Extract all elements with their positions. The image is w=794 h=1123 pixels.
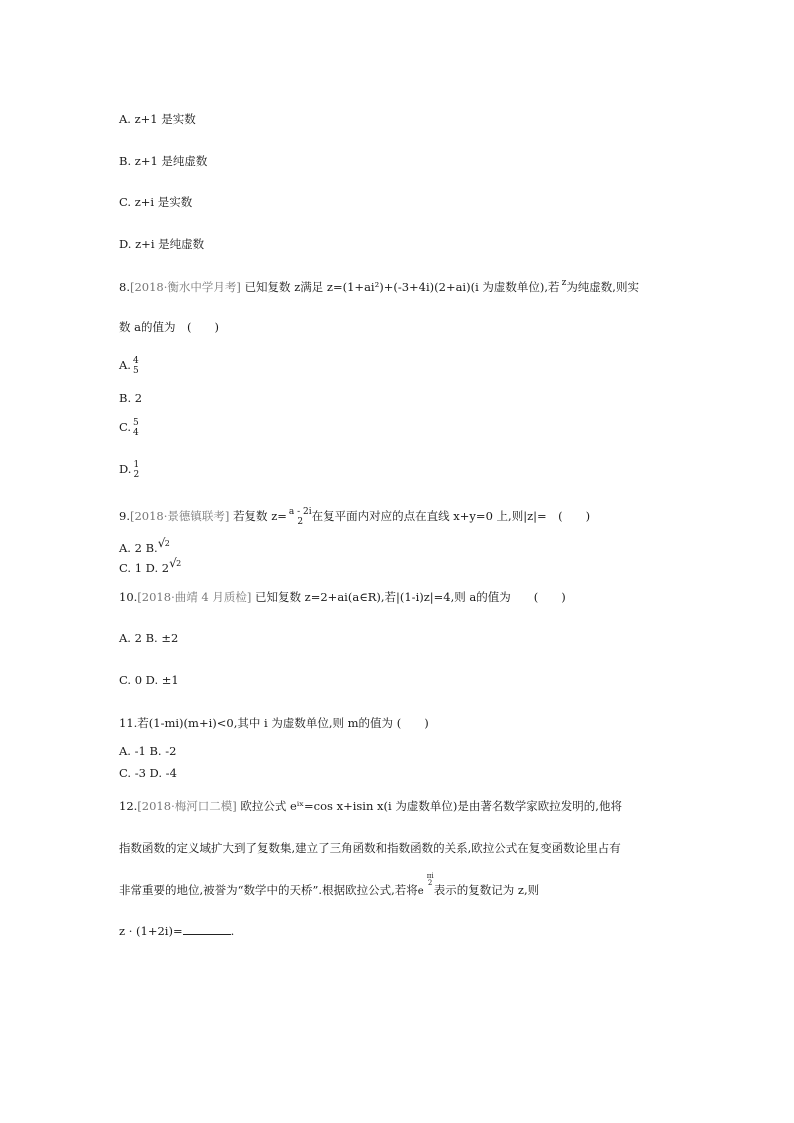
q10-stem: 10.[2018·曲靖 4 月质检] 已知复数 z=2+ai(a∈R),若|(1-i)z|=4,则 a的值为 ( ) <box>119 590 566 604</box>
q8-option-b: B. 2 <box>119 391 143 405</box>
q10-source: [2018·曲靖 4 月质检] <box>137 590 252 604</box>
q8-stem-line2: 数 a的值为 ( ) <box>119 320 219 334</box>
q10-number: 10. <box>119 590 138 604</box>
q8-option-a: A. 4 5 <box>119 356 139 376</box>
q11-options-ab: A. -1 B. -2 <box>119 744 177 758</box>
q7-option-d: D. z+i 是纯虚数 <box>119 237 205 251</box>
q12-line2: 指数函数的定义域扩大到了复数集,建立了三角函数和指数函数的关系,欧拉公式在复变函数论里占有 <box>119 841 621 855</box>
sqrt-icon: √ $^2$ <box>158 537 170 555</box>
q8-stem-tail: 为纯虚数,则实 <box>566 280 639 294</box>
q7-option-c: C. z+i 是实数 <box>119 195 193 209</box>
q9-stem: 9.[2018·景德镇联考] 若复数 z= a - 2i 2 在复平面内对应的点在直线 x+y=0 上,则|z|= ( ) <box>119 507 591 527</box>
q12-line1: 12.[2018·梅河口二模] 欧拉公式 eⁱˣ=cos x+isin x(i 为虚数单位)是由著名数学家欧拉发明的,他将 <box>119 799 622 813</box>
q9-fraction: a - 2i 2 <box>288 507 312 527</box>
sqrt-icon: √ $^2$ <box>169 557 181 575</box>
q10-options-ab: A. 2 B. ±2 <box>119 631 179 645</box>
q8-number: 8. <box>119 280 130 294</box>
q8-option-a-fraction: 4 5 <box>132 356 139 376</box>
q8-stem-z: z <box>561 278 567 288</box>
q12-source: [2018·梅河口二模] <box>137 799 237 813</box>
q8-option-d-fraction: 1 2 <box>133 460 140 480</box>
q9-number: 9. <box>119 509 130 523</box>
q8-option-c: C. 5 4 <box>119 418 139 438</box>
q12-line3: 非常重要的地位,被誉为“数学中的天桥”.根据欧拉公式,若将e πi 2 表示的复数记为 z,则 <box>119 872 540 897</box>
q10-options-cd: C. 0 D. ±1 <box>119 673 179 687</box>
q12-line4: z · (1+2i)= . <box>119 924 235 938</box>
q12-number: 12. <box>119 799 138 813</box>
q9-source: [2018·景德镇联考] <box>129 509 230 523</box>
q7-option-b: B. z+1 是纯虚数 <box>119 154 208 168</box>
q9-options-ab: A. 2 B.√ $^2$ <box>119 537 170 555</box>
q9-options-cd: C. 1 D. 2√ $^2$ <box>119 557 181 575</box>
q8-stem-line1 <box>119 278 639 294</box>
q12-exponent: e πi 2 <box>417 872 434 897</box>
q8-stem-text: 已知复数 z满足 z=(1+ai²)+(-3+4i)(2+ai)(i 为虚数单位),若 <box>244 280 560 294</box>
q8-option-d: D. 1 2 <box>119 460 140 480</box>
q7-option-a: A. z+1 是实数 <box>119 112 196 126</box>
q11-stem: 11.若(1-mi)(m+i)<0,其中 i 为虚数单位,则 m的值为 ( ) <box>119 716 429 730</box>
answer-blank[interactable] <box>183 924 231 935</box>
q11-options-cd: C. -3 D. -4 <box>119 766 177 780</box>
q8-option-c-fraction: 5 4 <box>133 418 139 438</box>
q8-source: [2018·衡水中学月考] <box>129 280 241 294</box>
